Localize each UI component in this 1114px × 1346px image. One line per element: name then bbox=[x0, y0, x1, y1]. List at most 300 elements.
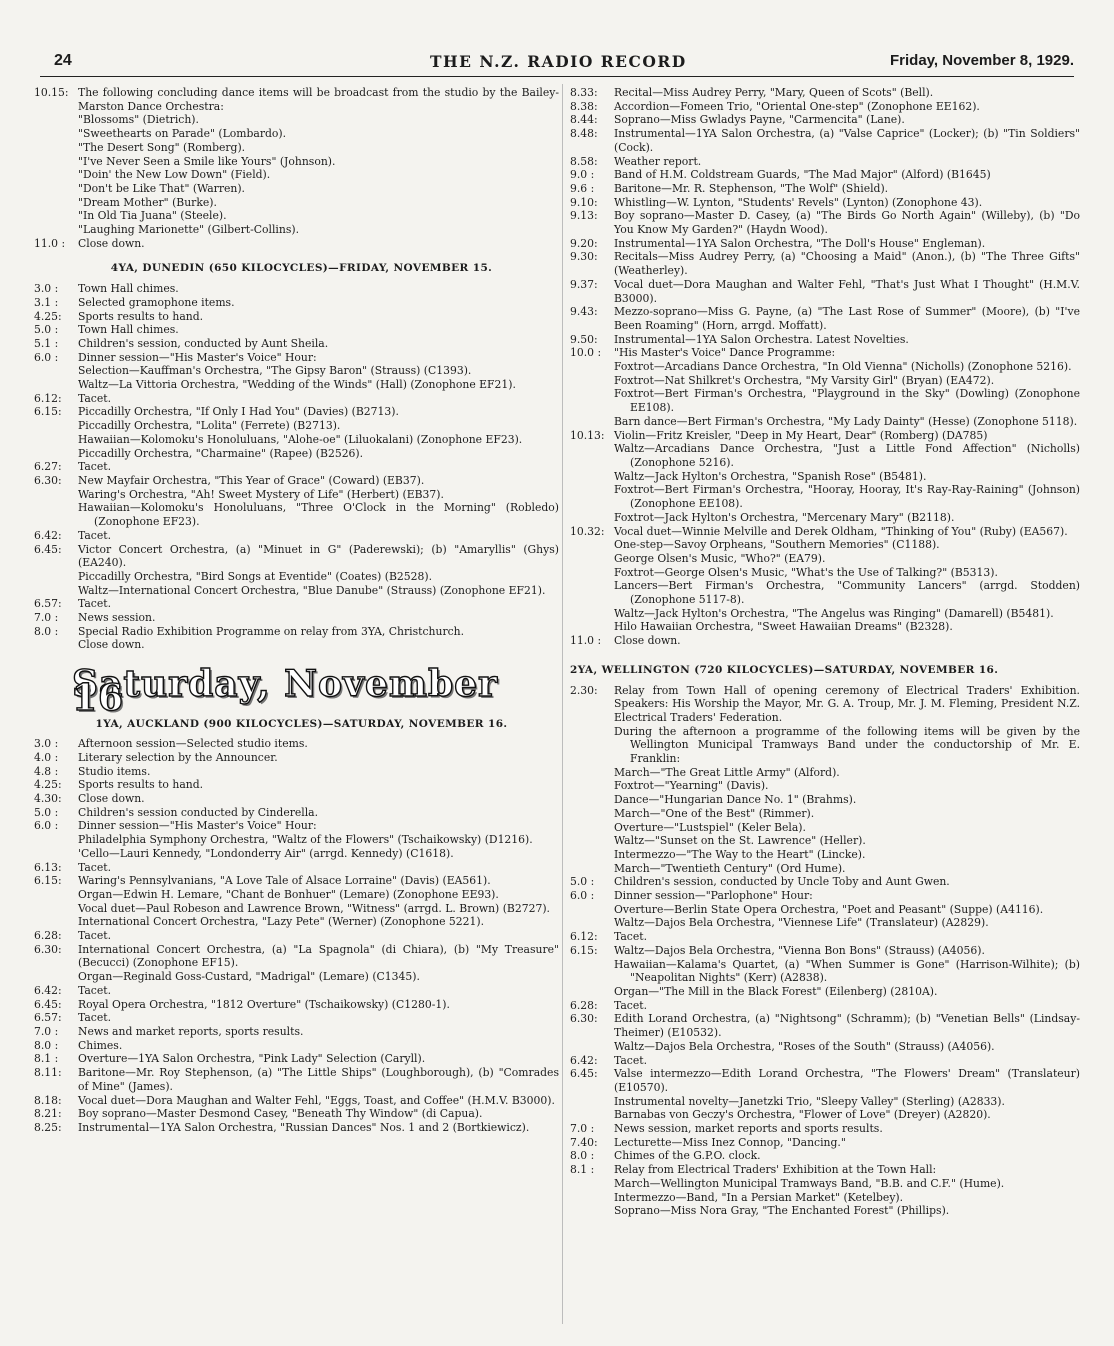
entry-text bbox=[614, 86, 1080, 100]
programme-entry bbox=[34, 296, 559, 310]
entry-time: 6.15: bbox=[34, 874, 62, 888]
entry-time: 6.42: bbox=[34, 983, 62, 997]
entry-time: 9.6 : bbox=[570, 181, 595, 195]
entry-text bbox=[614, 634, 1080, 648]
programme-entry bbox=[570, 278, 1080, 305]
entry-line: Philadelphia Symphony Orchestra, "Waltz of the Flowers" (Tschaikowsky) (D1216). bbox=[78, 833, 533, 847]
entry-line: Overture—"Lustspiel" (Keler Bela). bbox=[614, 820, 806, 834]
entry-time: 2.30: bbox=[570, 683, 598, 697]
programme-entry bbox=[34, 1121, 559, 1135]
programme-entry bbox=[570, 429, 1080, 525]
right-column bbox=[570, 86, 1080, 1218]
entry-line: Waltz—La Vittoria Orchestra, "Wedding of the Winds" (Hall) (Zonophone EF21). bbox=[78, 378, 516, 392]
entry-text bbox=[78, 1066, 559, 1093]
entry-line: "The Desert Song" (Romberg). bbox=[78, 140, 246, 154]
entry-text bbox=[78, 611, 559, 625]
entry-time: 6.28: bbox=[570, 998, 598, 1012]
entry-line: Vocal duet—Dora Maughan and Walter Fehl, "That's Just What I Thought" (H.M.V. B3000). bbox=[614, 277, 1080, 305]
entry-line: Organ—Edwin H. Lemare, "Chant de Bonhuer" (Lemare) (Zonophone EE93). bbox=[78, 887, 499, 901]
programme-entry bbox=[570, 113, 1080, 127]
entry-line: Literary selection by the Announcer. bbox=[78, 750, 278, 764]
programme-entry bbox=[34, 1025, 559, 1039]
entry-line: Tacet. bbox=[78, 860, 112, 874]
entry-line: Piccadilly Orchestra, "If Only I Had You" (Davies) (B2713). bbox=[78, 405, 399, 419]
entry-time: 3.1 : bbox=[34, 295, 59, 309]
entry-line: Close down. bbox=[78, 638, 145, 652]
entry-line: Children's session conducted by Cinderella. bbox=[78, 805, 319, 819]
entry-line: Soprano—Miss Gwladys Payne, "Carmencita" (Lane). bbox=[614, 113, 905, 127]
programme-entry bbox=[570, 333, 1080, 347]
programme-entry bbox=[34, 806, 559, 820]
programme-entry bbox=[570, 237, 1080, 251]
programme-entry bbox=[570, 1149, 1080, 1163]
programme-entry bbox=[570, 1067, 1080, 1122]
entry-text bbox=[78, 474, 559, 529]
programme-entry bbox=[570, 209, 1080, 236]
entry-time: 6.15: bbox=[34, 405, 62, 419]
entry-text bbox=[78, 337, 559, 351]
entry-line: Waltz—Dajos Bela Orchestra, "Vienna Bon Bons" (Strauss) (A4056). bbox=[614, 943, 985, 957]
entry-time: 6.0 : bbox=[34, 819, 59, 833]
entry-text bbox=[614, 684, 1080, 876]
entry-time: 8.0 : bbox=[34, 1038, 59, 1052]
entry-time: 8.38: bbox=[570, 99, 598, 113]
entry-line: "I've Never Seen a Smile like Yours" (Johnson). bbox=[78, 154, 336, 168]
entry-line: Waltz—Jack Hylton's Orchestra, "Spanish Rose" (B5481). bbox=[614, 469, 927, 483]
entry-line: Organ—Reginald Goss-Custard, "Madrigal" (Lemare) (C1345). bbox=[78, 970, 420, 984]
entry-time: 3.0 : bbox=[34, 282, 59, 296]
entry-line: Piccadilly Orchestra, "Lolita" (Ferrete) (B2713). bbox=[78, 419, 341, 433]
entry-time: 10.32: bbox=[570, 524, 605, 538]
programme-entry bbox=[570, 155, 1080, 169]
programme-entry bbox=[34, 323, 559, 337]
entry-text bbox=[78, 296, 559, 310]
entry-line: Town Hall chimes. bbox=[78, 282, 179, 296]
entry-line: Tacet. bbox=[614, 998, 648, 1012]
entry-line: News session, market reports and sports results. bbox=[614, 1122, 883, 1136]
programme-entry bbox=[34, 529, 559, 543]
entry-time: 6.57: bbox=[34, 597, 62, 611]
programme-entry bbox=[570, 196, 1080, 210]
entry-text bbox=[614, 999, 1080, 1013]
entry-line: Tacet. bbox=[78, 460, 112, 474]
entry-text bbox=[78, 351, 559, 392]
entry-text bbox=[78, 625, 559, 652]
entry-text bbox=[78, 765, 559, 779]
entry-time: 8.18: bbox=[34, 1093, 62, 1107]
entry-line: Foxtrot—Arcadians Dance Orchestra, "In Old Vienna" (Nicholls) (Zonophone 5216). bbox=[614, 360, 1072, 374]
entry-line: News session. bbox=[78, 611, 156, 625]
programme-entry bbox=[34, 625, 559, 652]
entry-time: 6.12: bbox=[570, 930, 598, 944]
entry-text bbox=[78, 1094, 559, 1108]
entry-line: Tacet. bbox=[78, 929, 112, 943]
entry-line: Relay from Town Hall of opening ceremony of Electrical Traders' Exhibition. Speakers: His Worship the Mayor, Mr. G. A. Troup, Mr. J. M. Fleming, President N.Z. Electrical Traders' Federation. bbox=[614, 683, 1080, 724]
entry-time: 6.45: bbox=[34, 997, 62, 1011]
entry-line: International Concert Orchestra, "Lazy Pete" (Werner) (Zonophone 5221). bbox=[78, 915, 485, 929]
programme-entry bbox=[570, 86, 1080, 100]
programme-entry bbox=[570, 930, 1080, 944]
entry-line: Instrumental—1YA Salon Orchestra, "The Doll's House" Engleman). bbox=[614, 236, 986, 250]
entry-text bbox=[78, 237, 559, 251]
entry-line: "Blossoms" (Dietrich). bbox=[78, 113, 199, 127]
entry-line: Foxtrot—Jack Hylton's Orchestra, "Mercenary Mary" (B2118). bbox=[614, 510, 955, 524]
entry-time: 6.0 : bbox=[34, 350, 59, 364]
entry-text bbox=[78, 460, 559, 474]
entry-line: "Dream Mother" (Burke). bbox=[78, 195, 217, 209]
entry-line: Weather report. bbox=[614, 154, 702, 168]
programme-list bbox=[570, 684, 1080, 1218]
programme-entry bbox=[34, 929, 559, 943]
entry-time: 11.0 : bbox=[34, 236, 66, 250]
entry-line: Studio items. bbox=[78, 764, 151, 778]
programme-list bbox=[34, 282, 559, 652]
entry-line: Band of H.M. Coldstream Guards, "The Mad Major" (Alford) (B1645) bbox=[614, 168, 991, 182]
programme-entry bbox=[34, 792, 559, 806]
entry-line: Baritone—Mr. Roy Stephenson, (a) "The Little Ships" (Loughborough), (b) "Comrades of Mine" (James). bbox=[78, 1066, 559, 1093]
programme-entry bbox=[34, 1094, 559, 1108]
entry-time: 8.0 : bbox=[570, 1149, 595, 1163]
entry-line: Foxtrot—George Olsen's Music, "What's the Use of Talking?" (B5313). bbox=[614, 565, 998, 579]
entry-time: 8.1 : bbox=[570, 1163, 595, 1177]
entry-line: "Laughing Marionette" (Gilbert-Collins). bbox=[78, 223, 300, 237]
entry-time: 10.13: bbox=[570, 428, 605, 442]
station-heading: 4YA, DUNEDIN (650 KILOCYCLES)—FRIDAY, NOVEMBER 15. bbox=[110, 262, 493, 275]
entry-line: Hawaiian—Kalama's Quartet, (a) "When Summer is Gone" (Harrison-Wilhite); (b) "Neapolitan Nights" (Kerr) (A2838). bbox=[614, 957, 1080, 985]
programme-entry bbox=[570, 127, 1080, 154]
entry-line: Barn dance—Bert Firman's Orchestra, "My Lady Dainty" (Hesse) (Zonophone 5118). bbox=[614, 414, 1078, 428]
programme-entry bbox=[34, 337, 559, 351]
entry-line: Foxtrot—Bert Firman's Orchestra, "Hooray, Hooray, It's Ray-Ray-Raining" (Johnson) (Zonophone EE108). bbox=[614, 483, 1080, 511]
entry-text bbox=[614, 1067, 1080, 1122]
entry-text bbox=[614, 209, 1080, 236]
entry-text bbox=[614, 930, 1080, 944]
entry-time: 6.57: bbox=[34, 1011, 62, 1025]
station-heading: 1YA, AUCKLAND (900 KILOCYCLES)—SATURDAY, NOVEMBER 16. bbox=[95, 717, 508, 730]
entry-line: Tacet. bbox=[78, 1011, 112, 1025]
programme-entry bbox=[34, 543, 559, 598]
programme-entry bbox=[34, 86, 559, 237]
entry-line: Waltz—Dajos Bela Orchestra, "Roses of the South" (Strauss) (A4056). bbox=[614, 1039, 995, 1053]
programme-entry bbox=[570, 305, 1080, 332]
entry-text bbox=[614, 305, 1080, 332]
entry-line: Lecturette—Miss Inez Connop, "Dancing." bbox=[614, 1135, 846, 1149]
entry-text bbox=[78, 1052, 559, 1066]
entry-text bbox=[78, 405, 559, 460]
programme-entry bbox=[34, 351, 559, 392]
entry-line: Hilo Hawaiian Orchestra, "Sweet Hawaiian Dreams" (B2328). bbox=[614, 620, 953, 634]
entry-line: Selection—Kauffman's Orchestra, "The Gipsy Baron" (Strauss) (C1393). bbox=[78, 364, 472, 378]
entry-line: Tacet. bbox=[78, 983, 112, 997]
entry-line: Valse intermezzo—Edith Lorand Orchestra, "The Flowers' Dream" (Translateur) (E10570). bbox=[614, 1067, 1080, 1094]
entry-line: Overture—1YA Salon Orchestra, "Pink Lady" Selection (Caryll). bbox=[78, 1052, 426, 1066]
programme-entry bbox=[34, 237, 559, 251]
entry-time: 9.50: bbox=[570, 332, 598, 346]
entry-line: Special Radio Exhibition Programme on relay from 3YA, Christchurch. bbox=[78, 624, 465, 638]
entry-text bbox=[78, 310, 559, 324]
programme-entry bbox=[570, 999, 1080, 1013]
entry-text bbox=[614, 1136, 1080, 1150]
entry-text bbox=[78, 1107, 559, 1121]
entry-line: 'Cello—Lauri Kennedy, "Londonderry Air" (arrgd. Kennedy) (C1618). bbox=[78, 846, 454, 860]
programme-list bbox=[34, 737, 559, 1134]
entry-text bbox=[78, 597, 559, 611]
publication-title: THE N.Z. RADIO RECORD bbox=[430, 52, 687, 71]
entry-time: 8.48: bbox=[570, 127, 598, 141]
entry-text bbox=[614, 250, 1080, 277]
programme-entry bbox=[34, 1107, 559, 1121]
entry-text bbox=[78, 1121, 559, 1135]
entry-line: Relay from Electrical Traders' Exhibition at the Town Hall: bbox=[614, 1163, 937, 1177]
entry-line: Sports results to hand. bbox=[78, 778, 204, 792]
entry-line: Waltz—International Concert Orchestra, "Blue Danube" (Strauss) (Zonophone EF21). bbox=[78, 583, 546, 597]
entry-time: 5.0 : bbox=[570, 875, 595, 889]
entry-text bbox=[78, 874, 559, 929]
programme-entry bbox=[570, 1012, 1080, 1053]
entry-line: Waltz—Arcadians Dance Orchestra, "Just a Little Fond Affection" (Nicholls) (Zonophone 5216). bbox=[614, 442, 1080, 469]
entry-line: Baritone—Mr. R. Stephenson, "The Wolf" (Shield). bbox=[614, 181, 889, 195]
entry-line: Intermezzo—"The Way to the Heart" (Lincke). bbox=[614, 847, 866, 861]
entry-text bbox=[78, 861, 559, 875]
entry-line: March—"The Great Little Army" (Alford). bbox=[614, 765, 840, 779]
masthead bbox=[40, 50, 1074, 77]
entry-line: Close down. bbox=[78, 792, 145, 806]
entry-text bbox=[614, 1149, 1080, 1163]
programme-entry bbox=[34, 751, 559, 765]
entry-line: Dinner session—"His Master's Voice" Hour: bbox=[78, 819, 317, 833]
entry-time: 6.30: bbox=[34, 473, 62, 487]
entry-time: 7.40: bbox=[570, 1135, 598, 1149]
programme-entry bbox=[570, 1122, 1080, 1136]
entry-line: Tacet. bbox=[78, 391, 112, 405]
entry-line: Instrumental—1YA Salon Orchestra. Latest Novelties. bbox=[614, 332, 909, 346]
entry-text bbox=[614, 1012, 1080, 1053]
entry-time: 5.0 : bbox=[34, 805, 59, 819]
programme-entry bbox=[34, 282, 559, 296]
entry-time: 6.15: bbox=[570, 943, 598, 957]
programme-entry bbox=[570, 1054, 1080, 1068]
entry-line: "Don't be Like That" (Warren). bbox=[78, 181, 245, 195]
entry-time: 4.30: bbox=[34, 792, 62, 806]
entry-text bbox=[614, 113, 1080, 127]
entry-line: Dance—"Hungarian Dance No. 1" (Brahms). bbox=[614, 793, 857, 807]
entry-line: Organ—"The Mill in the Black Forest" (Eilenberg) (2810A). bbox=[614, 985, 938, 998]
programme-entry bbox=[570, 250, 1080, 277]
entry-line: Piccadilly Orchestra, "Bird Songs at Eventide" (Coates) (B2528). bbox=[78, 569, 433, 583]
entry-time: 8.21: bbox=[34, 1107, 62, 1121]
programme-entry bbox=[34, 460, 559, 474]
entry-text bbox=[78, 819, 559, 860]
programme-entry bbox=[34, 778, 559, 792]
entry-line: "Sweethearts on Parade" (Lombardo). bbox=[78, 127, 287, 141]
entry-line: Vocal duet—Paul Robeson and Lawrence Brown, "Witness" (arrgd. L. Brown) (B2727). bbox=[78, 901, 550, 915]
column-divider bbox=[562, 84, 563, 1324]
entry-line: Waring's Pennsylvanians, "A Love Tale of Alsace Lorraine" (Davis) (EA561). bbox=[78, 874, 491, 888]
programme-entry bbox=[570, 525, 1080, 635]
programme-entry bbox=[34, 765, 559, 779]
programme-entry bbox=[570, 1163, 1080, 1218]
entry-time: 8.58: bbox=[570, 154, 598, 168]
entry-line: Foxtrot—Bert Firman's Orchestra, "Playground in the Sky" (Dowling) (Zonophone EE108). bbox=[614, 387, 1080, 415]
programme-entry bbox=[34, 474, 559, 529]
entry-line: Close down. bbox=[614, 634, 681, 648]
programme-entry bbox=[34, 392, 559, 406]
entry-text bbox=[78, 806, 559, 820]
programme-entry bbox=[570, 168, 1080, 182]
entry-line: Boy soprano—Master D. Casey, (a) "The Birds Go North Again" (Willeby), (b) "Do You Know My Garden?" (Haydn Wood). bbox=[614, 209, 1080, 237]
entry-time: 8.1 : bbox=[34, 1052, 59, 1066]
entry-line: Hawaiian—Kolomoku's Honoluluans, "Three O'Clock in the Morning" (Robledo) (Zonophone EF23). bbox=[78, 501, 559, 529]
station-heading: 2YA, WELLINGTON (720 KILOCYCLES)—SATURDAY, NOVEMBER 16. bbox=[570, 663, 999, 676]
entry-time: 9.20: bbox=[570, 236, 598, 250]
entry-text bbox=[78, 543, 559, 598]
entry-time: 7.0 : bbox=[570, 1122, 595, 1136]
programme-list bbox=[34, 86, 559, 250]
entry-line: Violin—Fritz Kreisler, "Deep in My Heart, Dear" (Romberg) (DA785) bbox=[614, 428, 988, 442]
programme-entry bbox=[34, 1011, 559, 1025]
programme-entry bbox=[34, 405, 559, 460]
entry-time: 3.0 : bbox=[34, 737, 59, 751]
programme-entry bbox=[570, 346, 1080, 428]
entry-line: Close down. bbox=[78, 236, 145, 250]
programme-entry bbox=[34, 737, 559, 751]
entry-line: Whistling—W. Lynton, "Students' Revels" (Lynton) (Zonophone 43). bbox=[614, 195, 983, 209]
entry-text bbox=[78, 1025, 559, 1039]
entry-line: Barnabas von Geczy's Orchestra, "Flower of Love" (Dreyer) (A2820). bbox=[614, 1108, 991, 1122]
entry-time: 7.0 : bbox=[34, 1025, 59, 1038]
entry-line: Afternoon session—Selected studio items. bbox=[78, 737, 308, 751]
entry-time: 6.42: bbox=[34, 528, 62, 542]
entry-line: International Concert Orchestra, (a) "La Spagnola" (di Chiara), (b) "My Treasure" (Becucci) (Zonophone EF15). bbox=[78, 942, 559, 970]
entry-text bbox=[614, 1163, 1080, 1218]
entry-text bbox=[78, 1039, 559, 1053]
programme-entry bbox=[570, 684, 1080, 876]
entry-line: Selected gramophone items. bbox=[78, 295, 235, 309]
programme-list bbox=[570, 86, 1080, 648]
entry-time: 6.30: bbox=[34, 942, 62, 956]
entry-line: Town Hall chimes. bbox=[78, 323, 179, 337]
entry-text bbox=[78, 86, 559, 237]
entry-line: March—"Twentieth Century" (Ord Hume). bbox=[614, 861, 846, 875]
entry-line: George Olsen's Music, "Who?" (EA79). bbox=[614, 551, 826, 565]
programme-entry bbox=[34, 611, 559, 625]
entry-time: 4.8 : bbox=[34, 764, 59, 778]
entry-line: Sports results to hand. bbox=[78, 309, 204, 323]
entry-text bbox=[614, 100, 1080, 114]
entry-text bbox=[614, 875, 1080, 889]
entry-line: "In Old Tia Juana" (Steele). bbox=[78, 209, 227, 223]
entry-line: Mezzo-soprano—Miss G. Payne, (a) "The Last Rose of Summer" (Moore), (b) "I've Been Roaming" (Horn, arrgd. Moffatt). bbox=[614, 305, 1080, 332]
entry-line: One-step—Savoy Orpheans, "Southern Memories" (C1188). bbox=[614, 538, 940, 552]
entry-line: Waring's Orchestra, "Ah! Sweet Mystery of Life" (Herbert) (EB37). bbox=[78, 487, 444, 501]
entry-text bbox=[614, 168, 1080, 182]
programme-entry bbox=[34, 1052, 559, 1066]
entry-line: Children's session, conducted by Aunt Sheila. bbox=[78, 336, 329, 350]
entry-time: 9.10: bbox=[570, 195, 598, 209]
entry-text bbox=[614, 237, 1080, 251]
entry-time: 10.15: bbox=[34, 86, 69, 99]
programme-entry bbox=[570, 1136, 1080, 1150]
programme-entry bbox=[34, 998, 559, 1012]
entry-time: 10.0 : bbox=[570, 346, 602, 360]
entry-line: Waltz—Dajos Bela Orchestra, "Viennese Life" (Translateur) (A2829). bbox=[614, 916, 989, 930]
entry-text bbox=[78, 778, 559, 792]
entry-text bbox=[614, 944, 1080, 999]
entry-line: Overture—Berlin State Opera Orchestra, "Poet and Peasant" (Suppe) (A4116). bbox=[614, 902, 1044, 916]
entry-text bbox=[78, 751, 559, 765]
entry-line: During the afternoon a programme of the following items will be given by the Wellington Municipal Tramways Band under the conductorship of Mr. E. Franklin: bbox=[614, 724, 1080, 766]
entry-text bbox=[78, 984, 559, 998]
entry-text bbox=[614, 333, 1080, 347]
entry-line: Tacet. bbox=[78, 528, 112, 542]
entry-text bbox=[614, 1054, 1080, 1068]
entry-line: "Doin' the New Low Down" (Field). bbox=[78, 168, 271, 182]
entry-line: Royal Opera Orchestra, "1812 Overture" (Tschaikowsky) (C1280-1). bbox=[78, 997, 450, 1011]
entry-text bbox=[78, 323, 559, 337]
entry-line: Boy soprano—Master Desmond Casey, "Beneath Thy Window" (di Capua). bbox=[78, 1107, 483, 1121]
programme-entry bbox=[34, 1039, 559, 1053]
entry-time: 6.42: bbox=[570, 1053, 598, 1067]
programme-entry bbox=[570, 100, 1080, 114]
entry-time: 9.30: bbox=[570, 250, 598, 264]
entry-time: 5.1 : bbox=[34, 336, 59, 350]
page-number: 24 bbox=[54, 52, 72, 69]
programme-entry bbox=[570, 875, 1080, 889]
entry-text bbox=[614, 1122, 1080, 1136]
entry-text bbox=[614, 278, 1080, 305]
entry-line: New Mayfair Orchestra, "This Year of Grace" (Coward) (EB37). bbox=[78, 473, 425, 487]
entry-time: 9.37: bbox=[570, 277, 598, 291]
entry-time: 7.0 : bbox=[34, 611, 59, 625]
entry-text bbox=[614, 196, 1080, 210]
entry-line: Instrumental—1YA Salon Orchestra, "Russian Dances" Nos. 1 and 2 (Bortkiewicz). bbox=[78, 1120, 530, 1134]
entry-line: Piccadilly Orchestra, "Charmaine" (Rapee) (B2526). bbox=[78, 446, 364, 460]
entry-text bbox=[614, 889, 1080, 930]
entry-text bbox=[78, 792, 559, 806]
entry-time: 6.27: bbox=[34, 460, 62, 474]
entry-time: 5.0 : bbox=[34, 323, 59, 337]
entry-text bbox=[78, 282, 559, 296]
entry-time: 8.33: bbox=[570, 86, 598, 99]
entry-text bbox=[78, 929, 559, 943]
entry-line: March—"One of the Best" (Rimmer). bbox=[614, 806, 815, 820]
entry-text bbox=[78, 737, 559, 751]
entry-line: Dinner session—"Parlophone" Hour: bbox=[614, 889, 813, 903]
entry-time: 6.0 : bbox=[570, 889, 595, 903]
entry-text bbox=[614, 182, 1080, 196]
entry-text bbox=[614, 525, 1080, 635]
entry-line: Instrumental novelty—Janetzki Trio, "Sleepy Valley" (Sterling) (A2833). bbox=[614, 1094, 1005, 1108]
entry-line: Tacet. bbox=[78, 597, 112, 611]
programme-entry bbox=[34, 874, 559, 929]
programme-entry bbox=[570, 889, 1080, 930]
entry-line: Instrumental—1YA Salon Orchestra, (a) "Valse Caprice" (Locker); (b) "Tin Soldiers" (Cock). bbox=[614, 127, 1080, 154]
entry-line: "His Master's Voice" Dance Programme: bbox=[614, 346, 836, 360]
entry-time: 8.0 : bbox=[34, 624, 59, 638]
entry-line: Waltz—"Sunset on the St. Lawrence" (Heller). bbox=[614, 834, 866, 848]
entry-line: Children's session, conducted by Uncle Toby and Aunt Gwen. bbox=[614, 875, 950, 889]
left-column bbox=[34, 86, 559, 1135]
entry-line: Intermezzo—Band, "In a Persian Market" (Ketelbey). bbox=[614, 1190, 904, 1204]
entry-text bbox=[614, 429, 1080, 525]
programme-entry bbox=[34, 861, 559, 875]
entry-time: 9.13: bbox=[570, 209, 598, 223]
day-heading: Saturday, November 16 bbox=[72, 663, 499, 719]
entry-time: 6.28: bbox=[34, 929, 62, 943]
entry-line: Chimes. bbox=[78, 1038, 123, 1052]
entry-line: Soprano—Miss Nora Gray, "The Enchanted Forest" (Phillips). bbox=[614, 1204, 950, 1218]
entry-text bbox=[614, 127, 1080, 154]
